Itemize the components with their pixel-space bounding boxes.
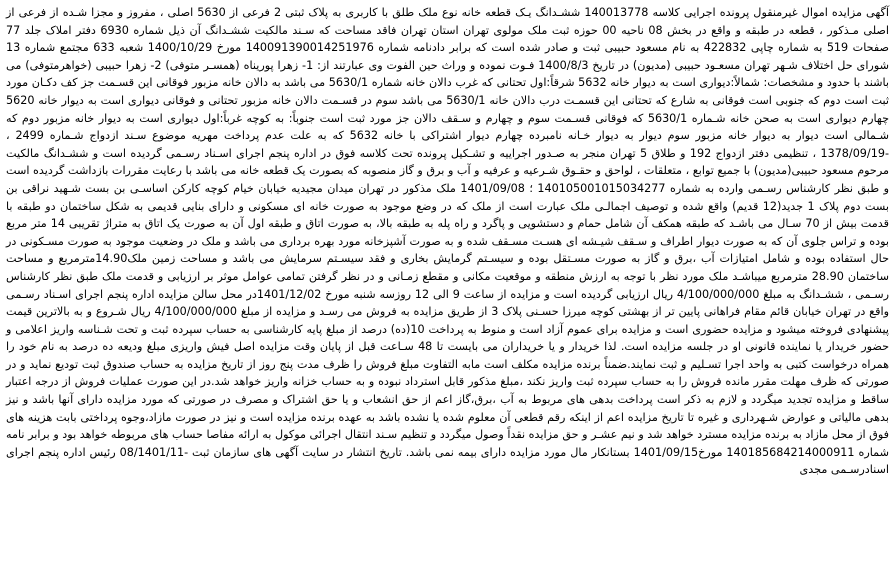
notice-body-text: آگهی مزایده اموال غیرمنقول پرونده اجرایی کلاسه 140013778 ششـدانگ یـک قطعه خانه نوع ملک طلق با کاربری به پلاک ثبتی 2 فرعی از 5630 اصلی ، مفروز و مجزا شـده از فرعی از اصلی مـذکور ، قطعه در طبقه و واقع در بخش 08 ناحیه 00 حوزه ثبت ملک مولوی تهران استان تهران فاقد مساحت که سـند مالکیت ششـدانگ آن ذیل شماره 6930 دفتر املاک جلد 77 صفحات 519 به شماره چاپی 422832 به نام مسعود حبیبی ثبت و صادر شده است که برابر دادنامه شماره 140091390014251976 مورخ 1400/10/29 شعبه 633 مجتمع شماره 13 شورای حل اختلاف شـهر تهران مسعـود حبیبی (مدیون) در تاریخ 1400/8/3 فـوت نموده و وراث حین الفوت وی عبارتند از: 1- زهرا پوریناه (همسـر متوفی) 2- زهرا حبیبی (خواهرمتوفی) می باشند با حدود و مشخصات: شمالاً:دیواری است به دیوار خانه 5632 شرقاً:اول تحتانی که غرب دالان خانه شماره 5630/1 می باشد به دالان خانه مزبور فوقانی این قسـمت جز کف دکـان مورد ثبت است دوم که جنوبی است فوقانی به شارع که تحتانی این قسمـت درب دالان خانه 5630/1 می باشد سوم در قسـمت دالان خانه مزبور تحتانی و فوقانی دیواری است به دیوار خانه 5620 چهارم دیواری است به صحن خانه شـماره 5630/1 که فوقانی قسـمت سوم و چهارم و سـقف دالان جز مورد ثبت است جنوباً: به کوچه غرباً:اول دیواری است به دیوار خانه مزبور دوم که شـمالی است دیوار به دیوار خانه مزبور سوم دیوار به دیوار خـانه نامبرده چهارم دیوار اشتراکی با خانه 5632 که به علت عدم پرداخت مهریه موضوع سـند ازدواج شـماره 2499 ، -1378/09/19 ، تنظیمی دفتر ازدواج 192 و طلاق 5 تهران منجر به صـدور اجراییه و تشـکیل پرونده تحت کلاسه فوق در اداره پنجم اجرای اسـناد رسـمی گردیده است و ششـدانگ مالکیت مرحوم مسعود حبیبی(مدیون) با جمیع توابع ، متعلقات ، لواحق و حقـوق شـرعیه و عرفیه و آب و برق و گاز منصوبه که بصورت یک قطعه خانه می باشد با رعایت مقررات بازداشت گردیده است و طبق نظر کارشناس رسـمی وارده به شماره 140105001015034277 ؛ 1401/09/08 ملک مذکور در تهران میدان مجیدیه خیابان خیام کوچه کارکن اساسـی بن بست شـهید نراقی بن بست دوم پلاک 1 جدید(12 قدیم) واقع شده و توصیف اجمالـی ملک عبارت است از ملک که در وضع موجود به صورت خانه ای مسکونی و دارای بنایی قدیمی به شکل ساختمان دو طبقه با قدمت بیش از 70 سـال می باشـد که طبقه همکف آن شامل حمام و دستشویی و پاگرد و راه پله به طبقه بالا، به صورت اتاق و طبقه اول آن به صورت یک اتاق به متراژ تقریبی 14 متر مربع بوده و تراس جلوی آن که به صورت دیوار اطراف و سـقف شیـشه ای هسـت مسـقف شده و به صورت آشپزخانه مورد بهره برداری می باشد و ملک در وضعیت موجود به صورت مسـکونی در حال استفاده بوده و شامل امتیازات آب ،برق و گاز به صورت مسـتقل بوده و سیسـتم گرمایش بخاری و فقد سیسـتم سرمایش می باشد و مساحت زمین ملک14.90مترمربع و مساحت ساختمان 28.90 مترمربع میباشـد ملک مورد نظر با توجه به ارزش منطقه و موقعیت مکانی و مقطع زمـانی و در نظر گرفتن تمامی عوامل موثر بر ارزیابی و قدمت ملک طبق نظر کارشناس رسـمی ، ششـدانگ به مبلغ 4/100/000/000 ریال ارزیابی گردیده است و مزایده از ساعت 9 الی 12 روزسه شنبه مورخ 1401/12/02در محل سالن مزایده اداره پنجم اجرای اسـناد رسـمی واقع در تهران خیابان قائم مقام فراهانی پایین تر از بهشتی کوچه میرزا حسـنی پلاک 3 از طریق مزایده به فروش می رسـد و مزایده از مبلغ 4/100/000/000 ریال شـروع و به بالاترین قیمت پیشنهادی فروخته میشود و مزایده حضوری است و مزایده برای عموم آزاد است و منوط به پرداخت 10(ده) درصد از مبلغ پایه کارشناسی به حساب سپرده ثبت و تحت شـناسه واریز اعلامی و حضور خریدار یا نماینده قانونی او در جلسه مزایده است. لذا خریدار و یا خریداران می بایست تا 48 سـاعت قبل از پایان وقت مزایده اصل فیش واریزی مبلغ ودیعه ده درصد به نام خود را همراه درخواست کتبی به واحد اجرا تسـلیم و ثبت نمایند.ضمناً برنده مزایده مکلف است مابه التفاوت مبلغ فروش را ظرف مدت پنج روز از تاریخ مزایده به حساب صندوق ثبت تودیع نماید و در صورتی که ظرف مهلت مقرر مانده فروش را به حساب سپرده ثبت واریز نکند ،مبلغ مذکور قابل استرداد نبوده و به حساب خزانه واریز خواهد شد.در این صورت عملیات فروش از درجه اعتبار ساقط و مزایده تجدید میگردد و لازم به ذکر است پرداخت بدهی های مربوط به آب ،برق،گاز اعم از حق انشعاب و یا حق اشتراک و مصرف در صورتی که مورد مزایده دارای آنها باشد و نیز بدهی مالیاتی و عوارض شـهرداری و غیره تا تاریخ مزایده اعم از اینکه رقم قطعی آن معلوم شده یا نشده باشد به عهده برنده مزایده است و نیز در صورت مازاد،وجوه پرداختی بابت هزینه های فوق از محل مازاد به برنده مزایده مسترد خواهد شد و نیم عشـر و حق مزایده نقداً وصول میگردد و تنظیم سـند انتقال اجرائی موکول به ارائه مفاصا حساب های مربوطه خواهد بود و برابر نامه شماره 140185684214000911 مورخ1401/09/15 بستانکار مال مورد مزایده دارای بیمه نمی باشد. تاریخ انتشار در سایت آگهی های سازمان ثبت -08/1401/11 رئیس اداره پنجم اجرای اسنادرسـمی مجدی bbox=[6, 6, 890, 477]
